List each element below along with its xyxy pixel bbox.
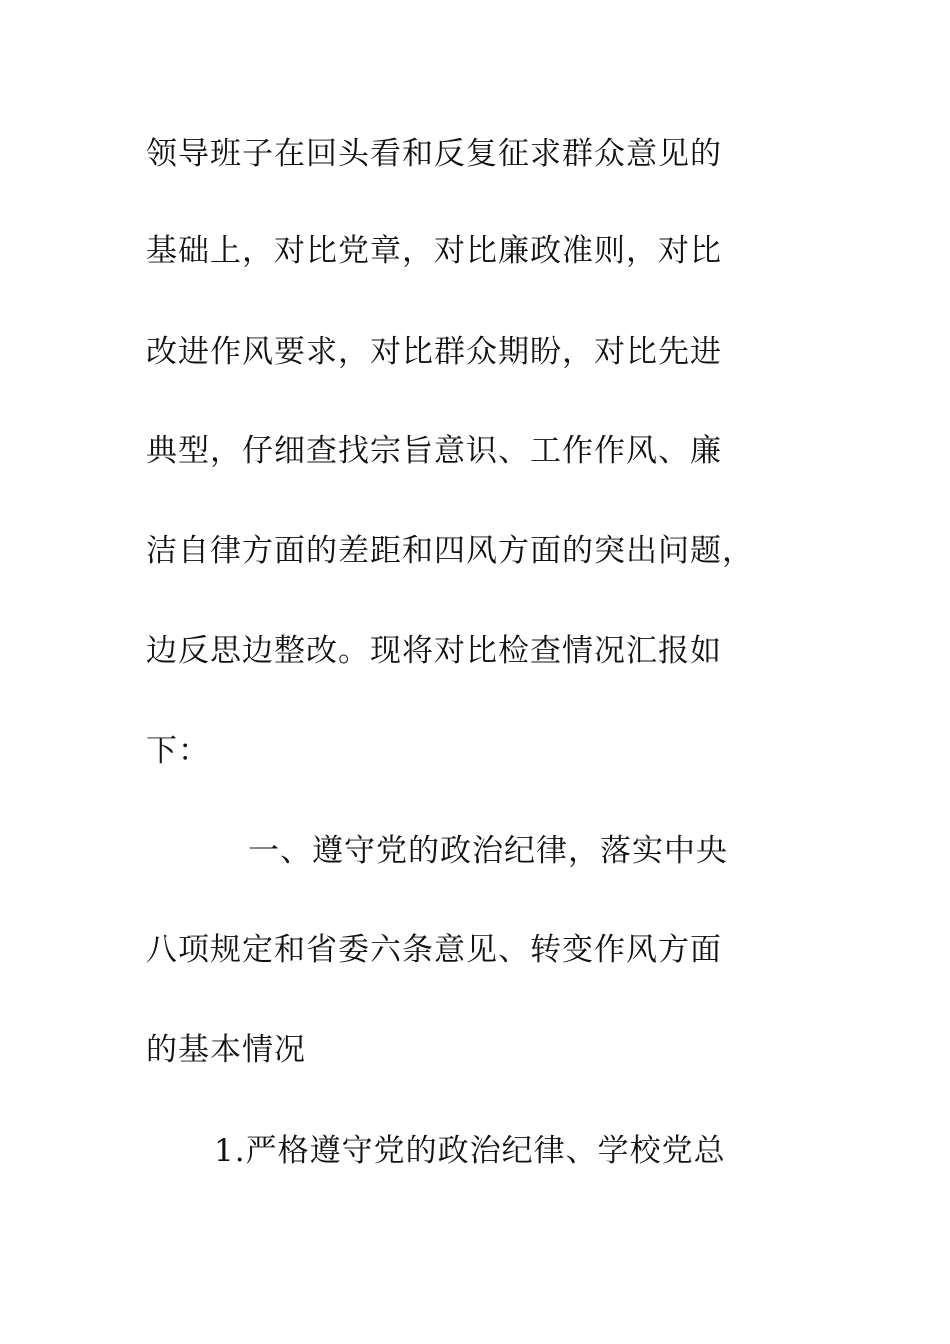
paragraph-line: 下：: [146, 733, 210, 769]
paragraph-line: 基础上，对比党章，对比廉政准则，对比: [146, 233, 722, 269]
paragraph-line: 典型，仔细查找宗旨意识、工作作风、廉: [146, 433, 722, 469]
paragraph-line: 洁自律方面的差距和四风方面的突出问题，: [146, 533, 754, 569]
section-heading-line: 一、遵守党的政治纪律，落实中央: [248, 833, 728, 869]
section-heading-line: 八项规定和省委六条意见、转变作风方面: [146, 932, 722, 968]
paragraph-line: 边反思边整改。现将对比检查情况汇报如: [146, 633, 722, 669]
section-heading-line: 的基本情况: [146, 1032, 306, 1068]
paragraph-line: 领导班子在回头看和反复征求群众意见的: [146, 136, 722, 172]
paragraph-line: 改进作风要求，对比群众期盼，对比先进: [146, 334, 722, 370]
numbered-item-line: 1.严格遵守党的政治纪律、学校党总: [214, 1133, 726, 1169]
